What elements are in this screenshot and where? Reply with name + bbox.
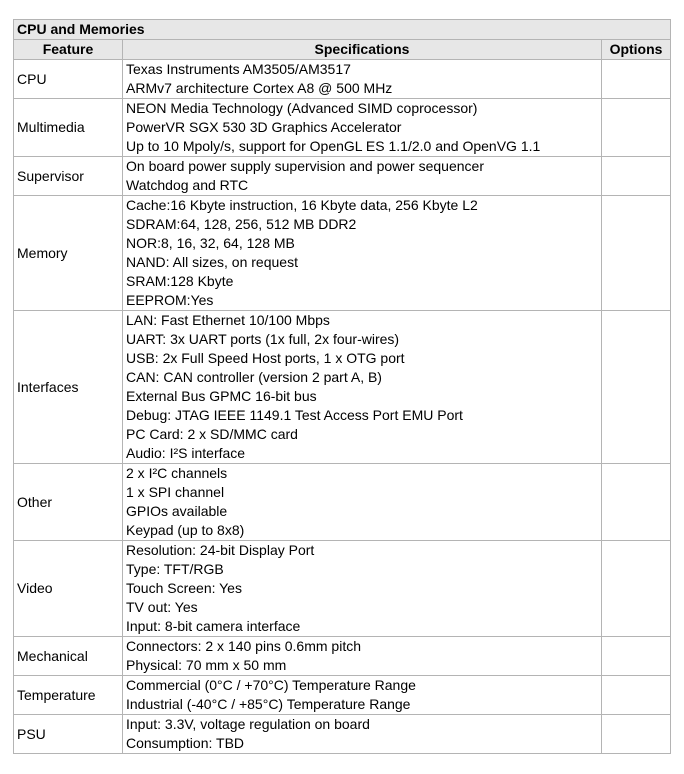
options-cell xyxy=(602,637,671,676)
table-row xyxy=(14,715,671,754)
table-row xyxy=(14,60,671,99)
feature-cell: Video xyxy=(14,541,123,637)
specifications-cell xyxy=(123,60,602,99)
spec-line: Debug: JTAG IEEE 1149.1 Test Access Port EMU Port xyxy=(126,407,463,423)
options-cell xyxy=(602,196,671,311)
feature-cell: Other xyxy=(14,464,123,541)
spec-line: Input: 3.3V, voltage regulation on board xyxy=(126,716,370,732)
spec-line: Texas Instruments AM3505/AM3517 xyxy=(126,61,351,77)
spec-line: Physical: 70 mm x 50 mm xyxy=(126,657,287,673)
specifications-cell xyxy=(123,715,602,754)
spec-line: NOR:8, 16, 32, 64, 128 MB xyxy=(126,235,295,251)
table-header-row xyxy=(14,40,671,60)
specifications-cell xyxy=(123,676,602,715)
options-cell xyxy=(602,676,671,715)
header-options: Options xyxy=(602,40,671,60)
table-row xyxy=(14,464,671,541)
feature-cell: CPU xyxy=(14,60,123,99)
spec-line: 2 x I²C channels xyxy=(126,465,228,481)
options-cell xyxy=(602,715,671,754)
spec-line: SDRAM:64, 128, 256, 512 MB DDR2 xyxy=(126,216,357,232)
table-row xyxy=(14,157,671,196)
table-row xyxy=(14,311,671,464)
spec-line: Industrial (-40°C / +85°C) Temperature Range xyxy=(126,696,411,712)
options-cell xyxy=(602,60,671,99)
header-feature: Feature xyxy=(14,40,123,60)
specifications-table xyxy=(13,19,671,754)
specifications-cell xyxy=(123,541,602,637)
options-cell xyxy=(602,99,671,157)
options-cell xyxy=(602,311,671,464)
table-row xyxy=(14,676,671,715)
table-row xyxy=(14,637,671,676)
header-specifications: Specifications xyxy=(123,40,602,60)
specifications-cell xyxy=(123,464,602,541)
spec-line: Type: TFT/RGB xyxy=(126,561,224,577)
specifications-cell xyxy=(123,99,602,157)
feature-cell: Memory xyxy=(14,196,123,311)
spec-line: ARMv7 architecture Cortex A8 @ 500 MHz xyxy=(126,80,393,96)
spec-line: Audio: I²S interface xyxy=(126,445,246,461)
spec-line: Commercial (0°C / +70°C) Temperature Range xyxy=(126,677,416,693)
table-row xyxy=(14,99,671,157)
spec-line: Keypad (up to 8x8) xyxy=(126,522,245,538)
spec-line: GPIOs available xyxy=(126,503,228,519)
spec-line: TV out: Yes xyxy=(126,599,198,615)
spec-line: On board power supply supervision and power sequencer xyxy=(126,158,484,174)
spec-line: NEON Media Technology (Advanced SIMD coprocessor) xyxy=(126,100,478,116)
spec-line: Touch Screen: Yes xyxy=(126,580,242,596)
spec-line: SRAM:128 Kbyte xyxy=(126,273,234,289)
spec-line: EEPROM:Yes xyxy=(126,292,214,308)
spec-line: PowerVR SGX 530 3D Graphics Accelerator xyxy=(126,119,402,135)
table-title: CPU and Memories xyxy=(14,20,671,40)
table-title-row xyxy=(14,20,671,40)
spec-line: CAN: CAN controller (version 2 part A, B) xyxy=(126,369,382,385)
spec-line: PC Card: 2 x SD/MMC card xyxy=(126,426,298,442)
feature-cell: PSU xyxy=(14,715,123,754)
spec-line: Consumption: TBD xyxy=(126,735,245,751)
options-cell xyxy=(602,157,671,196)
feature-cell: Temperature xyxy=(14,676,123,715)
feature-cell: Interfaces xyxy=(14,311,123,464)
spec-line: Watchdog and RTC xyxy=(126,177,249,193)
spec-line: Input: 8-bit camera interface xyxy=(126,618,301,634)
table-row xyxy=(14,541,671,637)
feature-cell: Mechanical xyxy=(14,637,123,676)
spec-line: Connectors: 2 x 140 pins 0.6mm pitch xyxy=(126,638,362,654)
spec-line: Cache:16 Kbyte instruction, 16 Kbyte data, 256 Kbyte L2 xyxy=(126,197,478,213)
table-body xyxy=(14,60,671,754)
table-row xyxy=(14,196,671,311)
specifications-cell xyxy=(123,311,602,464)
options-cell xyxy=(602,464,671,541)
feature-cell: Multimedia xyxy=(14,99,123,157)
options-cell xyxy=(602,541,671,637)
spec-line: Up to 10 Mpoly/s, support for OpenGL ES 1.1/2.0 and OpenVG 1.1 xyxy=(126,138,541,154)
specifications-cell xyxy=(123,637,602,676)
spec-line: External Bus GPMC 16-bit bus xyxy=(126,388,317,404)
specifications-cell xyxy=(123,196,602,311)
spec-line: UART: 3x UART ports (1x full, 2x four-wires) xyxy=(126,331,400,347)
spec-line: USB: 2x Full Speed Host ports, 1 x OTG port xyxy=(126,350,405,366)
spec-line: LAN: Fast Ethernet 10/100 Mbps xyxy=(126,312,330,328)
spec-line: NAND: All sizes, on request xyxy=(126,254,298,270)
specifications-cell xyxy=(123,157,602,196)
spec-line: 1 x SPI channel xyxy=(126,484,225,500)
feature-cell: Supervisor xyxy=(14,157,123,196)
spec-line: Resolution: 24-bit Display Port xyxy=(126,542,315,558)
